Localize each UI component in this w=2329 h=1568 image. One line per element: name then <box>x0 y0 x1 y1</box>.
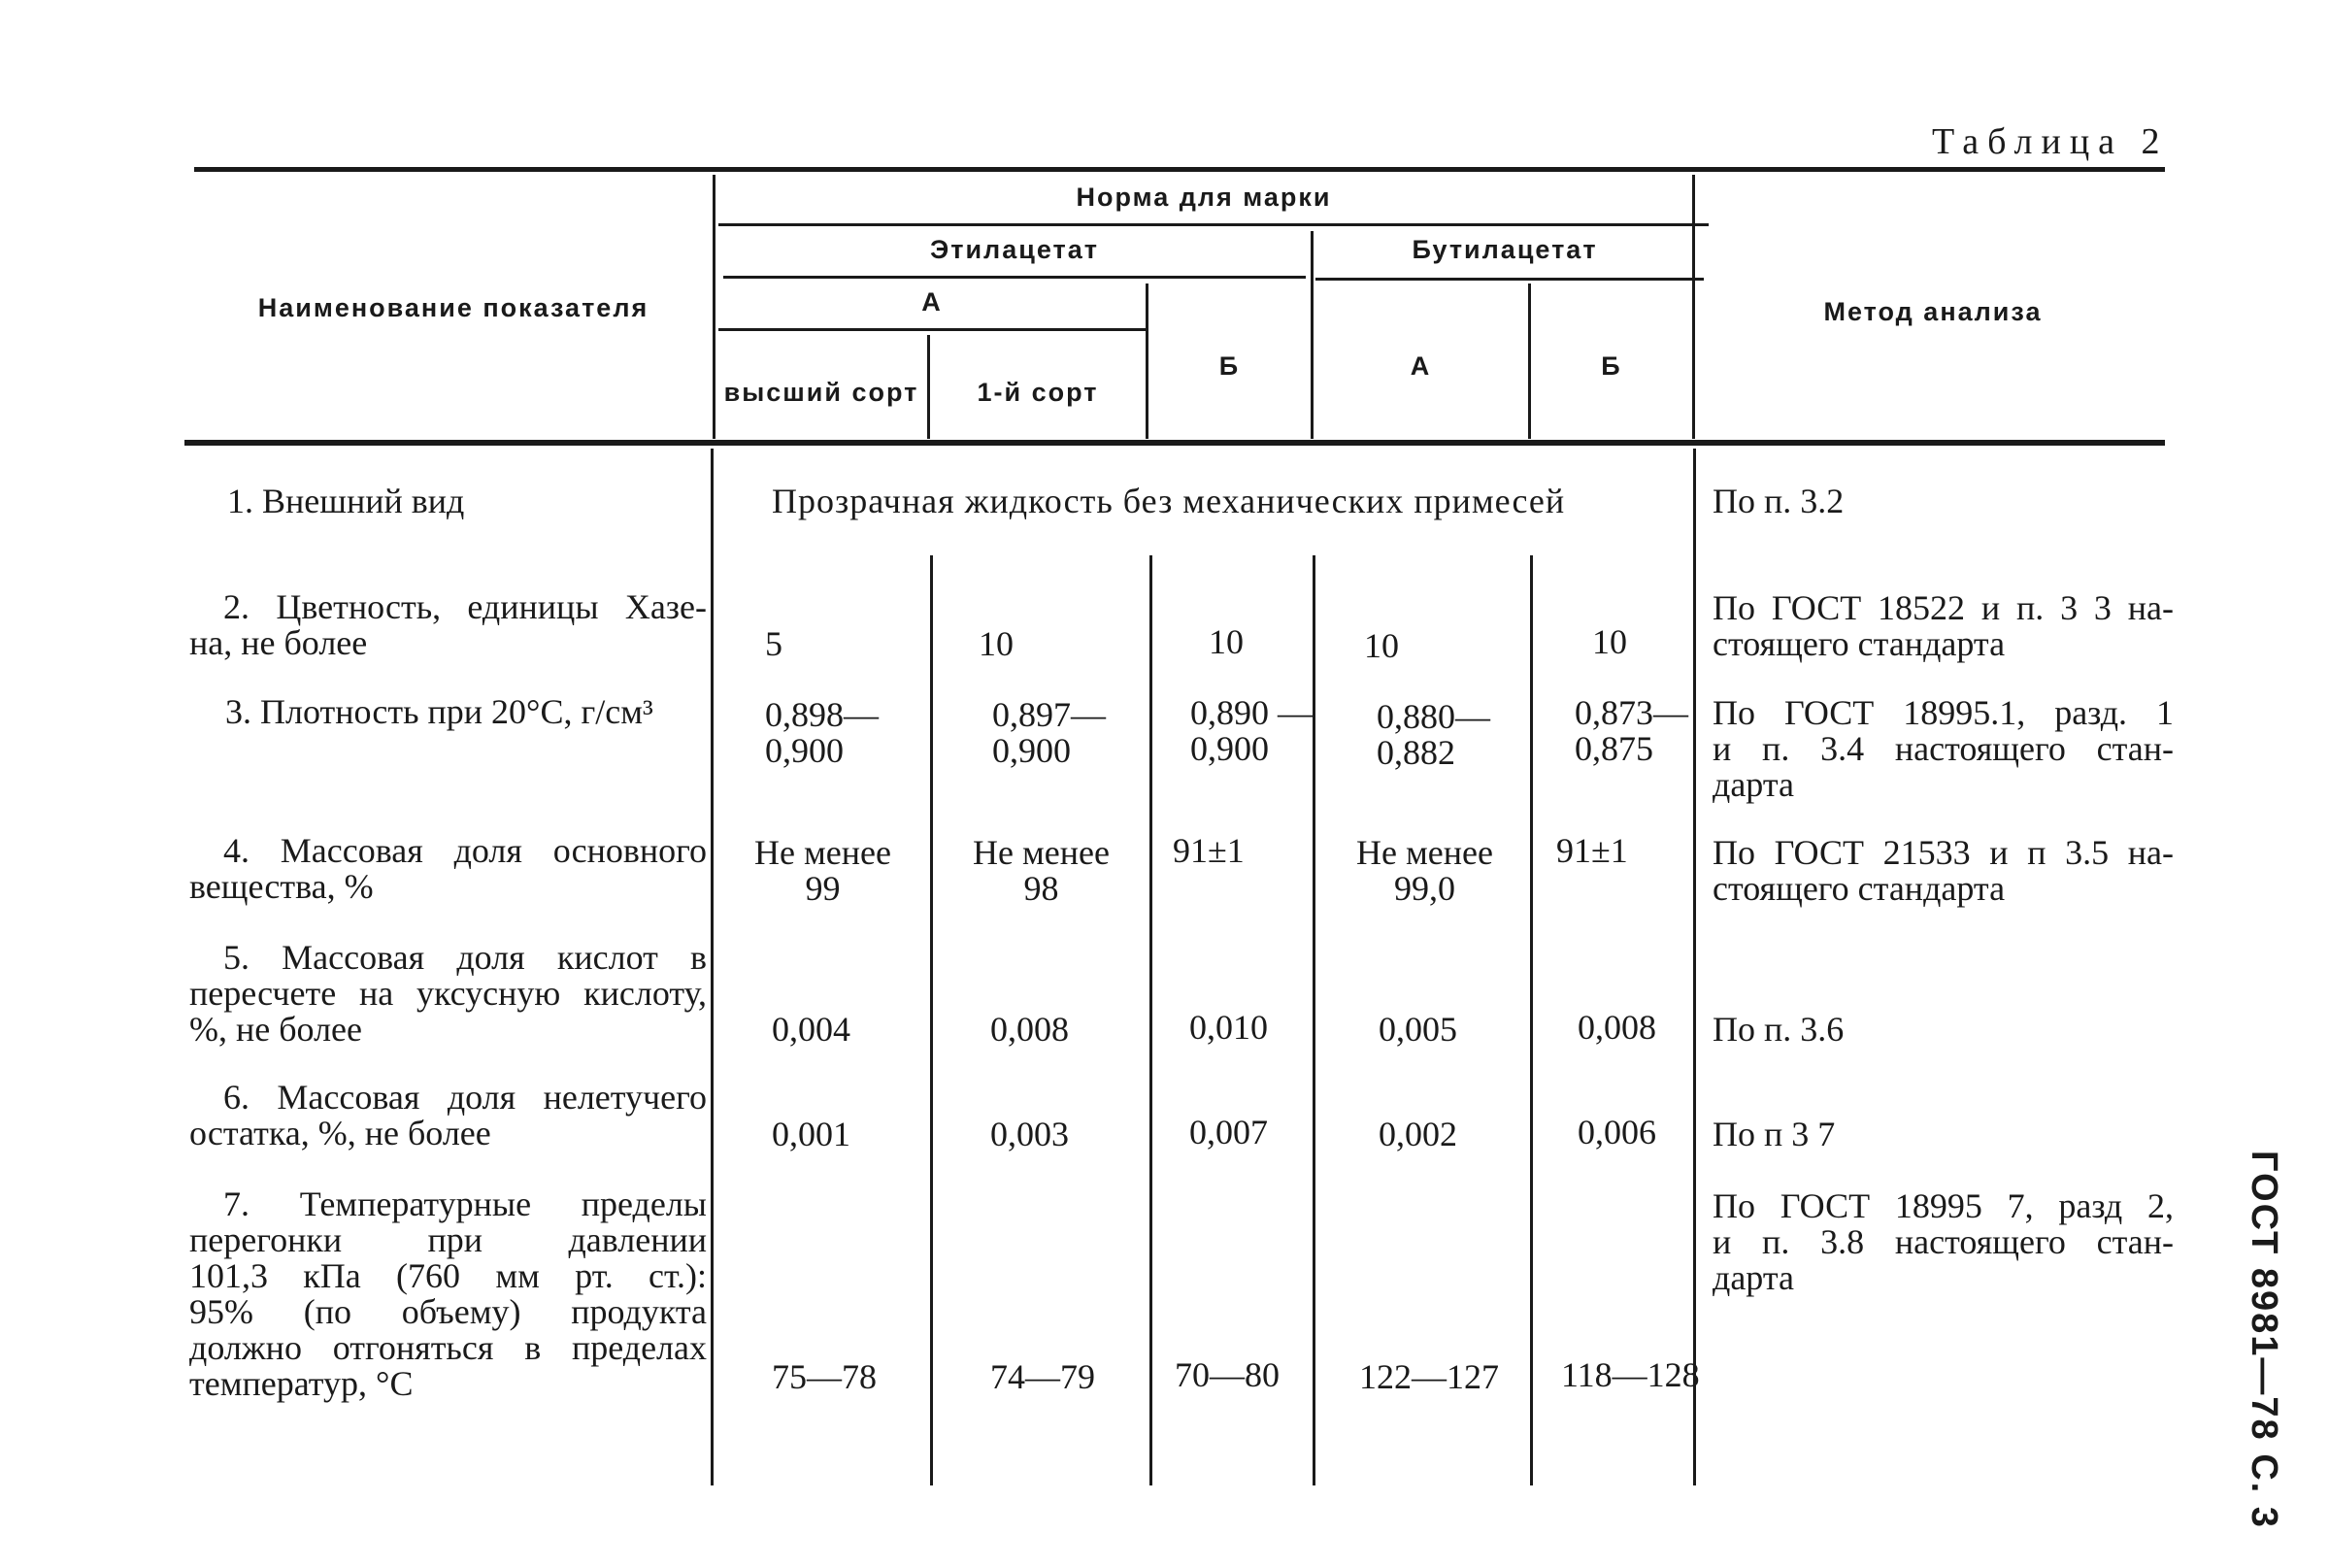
row-3-value-line: 0,880— <box>1377 697 1490 736</box>
body-col-sep-6 <box>1693 449 1696 1485</box>
row-3-value-ethyl-b <box>1190 695 1313 767</box>
row-7-name-line: температур, °С <box>189 1364 414 1403</box>
row-1-method-line: По п. 3.2 <box>1713 482 1845 520</box>
row-4-value-ethyl-b: 91±1 <box>1173 831 1245 870</box>
row-6-name-line: остатка, %, не более <box>189 1114 491 1152</box>
row-6-value-butyl-b: 0,006 <box>1578 1113 1656 1151</box>
row-6-value-butyl-a: 0,002 <box>1379 1115 1457 1153</box>
row-2-method-line: По ГОСТ 18522 и п. 3 3 на- <box>1713 588 2174 627</box>
row-7-name-line: 7. Температурные пределы <box>223 1184 707 1223</box>
row-4-method-line: По ГОСТ 21533 и п 3.5 на- <box>1713 833 2174 872</box>
row-7-name-line: 101,3 кПа (760 мм рт. ст.): <box>189 1256 707 1295</box>
row-4-value-line: Не менее <box>754 833 891 872</box>
row-4-value-ethyl-a-first <box>947 835 1136 907</box>
top-rule <box>194 167 2165 172</box>
header-indicator: Наименование показателя <box>257 293 649 322</box>
row-3-value-line: 0,898— <box>765 695 879 734</box>
header-ethyl-a: А <box>921 287 943 317</box>
row-4-name <box>189 833 707 905</box>
row-7-value-ethyl-b: 70—80 <box>1175 1355 1280 1394</box>
rule-ethyl <box>723 276 1306 279</box>
row-6-name-line: 6. Массовая доля нелетучего <box>223 1078 707 1117</box>
row-5-name-line: %, не более <box>189 1010 362 1049</box>
header-norm: Норма для марки <box>1076 183 1332 212</box>
row-6-method <box>1713 1117 1835 1152</box>
row-2-value-butyl-b: 10 <box>1592 622 1627 661</box>
body-col-sep-4 <box>1313 555 1315 1485</box>
row-5-name-line: 5. Массовая доля кислот в <box>223 938 707 977</box>
rule-butyl <box>1315 278 1704 281</box>
header-method: Метод анализа <box>1823 297 2043 326</box>
row-2-method <box>1713 590 2174 662</box>
row-3-method-line: дарта <box>1713 765 1794 804</box>
row-7-value-butyl-a: 122—127 <box>1359 1357 1499 1396</box>
row-7-method <box>1713 1188 2174 1296</box>
row-6-value-ethyl-a-first: 0,003 <box>990 1115 1069 1153</box>
header-ethyl: Этилацетат <box>930 235 1099 264</box>
row-3-name <box>225 694 711 730</box>
row-4-value-line: 99 <box>805 869 841 908</box>
row-7-name-line: 95% (по объему) продукта <box>189 1292 707 1331</box>
row-2-name-line: на, не более <box>189 623 368 662</box>
row-1-method <box>1713 484 1844 519</box>
row-2-value-ethyl-a-top: 5 <box>765 624 782 663</box>
row-6-value-ethyl-b: 0,007 <box>1189 1113 1268 1151</box>
row-1-name <box>227 484 708 519</box>
rule-norm <box>718 223 1709 226</box>
row-3-method-line: и п. 3.4 настоящего стан- <box>1713 729 2174 768</box>
body-col-sep-5 <box>1530 555 1533 1485</box>
row-4-value-butyl-b: 91±1 <box>1556 831 1628 870</box>
row-5-value-ethyl-a-top: 0,004 <box>772 1010 850 1049</box>
row-3-method-line: По ГОСТ 18995.1, разд. 1 <box>1713 693 2174 732</box>
row-3-value-ethyl-a-first <box>992 697 1106 769</box>
row-5-value-ethyl-b: 0,010 <box>1189 1008 1268 1047</box>
row-3-value-line: 0,890 — <box>1190 693 1313 732</box>
row-5-name-line: пересчете на уксусную кислоту, <box>189 974 707 1013</box>
header-butyl-b: Б <box>1601 351 1622 381</box>
row-3-value-line: 0,873— <box>1575 693 1688 732</box>
header-col-sep-4 <box>1311 231 1314 439</box>
row-5-value-ethyl-a-first: 0,008 <box>990 1010 1069 1049</box>
row-1-name-line: 1. Внешний вид <box>227 482 465 520</box>
row-3-value-line: 0,900 <box>992 731 1071 770</box>
row-2-value-ethyl-a-first: 10 <box>979 624 1014 663</box>
row-4-value-line: 98 <box>1023 869 1059 908</box>
rule-ethyl-a <box>718 328 1146 331</box>
row-6-value-ethyl-a-top: 0,001 <box>772 1115 850 1153</box>
row-5-name <box>189 940 707 1048</box>
row-3-value-line: 0,900 <box>1190 729 1269 768</box>
header-ethyl-b: Б <box>1218 351 1241 381</box>
header-grade-top: высший сорт <box>723 378 919 407</box>
row-7-method-line: дарта <box>1713 1258 1794 1297</box>
row-4-method <box>1713 835 2174 907</box>
table-caption: Таблица 2 <box>1932 121 2169 162</box>
row-4-value-line: Не менее <box>973 833 1110 872</box>
row-7-value-butyl-b: 118—128 <box>1561 1355 1700 1394</box>
row-3-value-line: 0,882 <box>1377 733 1455 772</box>
row-4-value-line: 99,0 <box>1394 869 1455 908</box>
row-5-method <box>1713 1012 1844 1048</box>
row-5-method-line: По п. 3.6 <box>1713 1010 1845 1049</box>
body-col-sep-3 <box>1149 555 1152 1485</box>
row-3-value-butyl-b <box>1575 695 1688 767</box>
row-4-value-ethyl-a-top <box>728 835 917 907</box>
row-2-name <box>189 589 707 661</box>
row-2-method-line: стоящего стандарта <box>1713 624 2006 663</box>
header-butyl: Бутилацетат <box>1412 235 1598 264</box>
row-1-merged-value: Прозрачная жидкость без механических примесей <box>772 482 1566 520</box>
row-2-value-butyl-a: 10 <box>1364 626 1399 665</box>
row-7-name-line: перегонки при давлении <box>189 1220 707 1259</box>
side-standard-label: ГОСТ 8981—78 С. 3 <box>2244 1151 2284 1529</box>
row-4-name-line: вещества, % <box>189 867 374 906</box>
row-3-value-line: 0,875 <box>1575 729 1653 768</box>
row-3-name-line: 3. Плотность при 20°С, г/см³ <box>225 692 653 731</box>
row-7-value-ethyl-a-top: 75—78 <box>772 1357 877 1396</box>
row-4-value-butyl-a <box>1330 835 1519 907</box>
row-5-value-butyl-a: 0,005 <box>1379 1010 1457 1049</box>
row-2-value-ethyl-b: 10 <box>1209 622 1244 661</box>
row-2-name-line: 2. Цветность, единицы Хазе- <box>223 587 707 626</box>
row-7-name <box>189 1186 707 1402</box>
row-7-method-line: По ГОСТ 18995 7, разд 2, <box>1713 1186 2174 1225</box>
row-3-value-line: 0,897— <box>992 695 1106 734</box>
header-bottom-rule <box>184 440 2165 446</box>
row-3-value-line: 0,900 <box>765 731 844 770</box>
header-grade-first: 1-й сорт <box>977 378 1099 407</box>
row-6-name <box>189 1080 707 1151</box>
row-3-value-butyl-a <box>1377 699 1490 771</box>
row-5-value-butyl-b: 0,008 <box>1578 1008 1656 1047</box>
row-4-method-line: стоящего стандарта <box>1713 869 2006 908</box>
row-7-name-line: должно отгоняться в пределах <box>189 1328 707 1367</box>
row-7-value-ethyl-a-first: 74—79 <box>990 1357 1095 1396</box>
row-6-method-line: По п 3 7 <box>1713 1115 1836 1153</box>
row-4-name-line: 4. Массовая доля основного <box>223 831 707 870</box>
row-4-value-line: Не менее <box>1356 833 1493 872</box>
body-col-sep-1 <box>711 449 714 1485</box>
body-col-sep-2 <box>930 555 933 1485</box>
row-7-method-line: и п. 3.8 настоящего стан- <box>1713 1222 2174 1261</box>
row-3-method <box>1713 695 2174 803</box>
row-3-value-ethyl-a-top <box>765 697 879 769</box>
header-butyl-a: А <box>1410 351 1432 381</box>
